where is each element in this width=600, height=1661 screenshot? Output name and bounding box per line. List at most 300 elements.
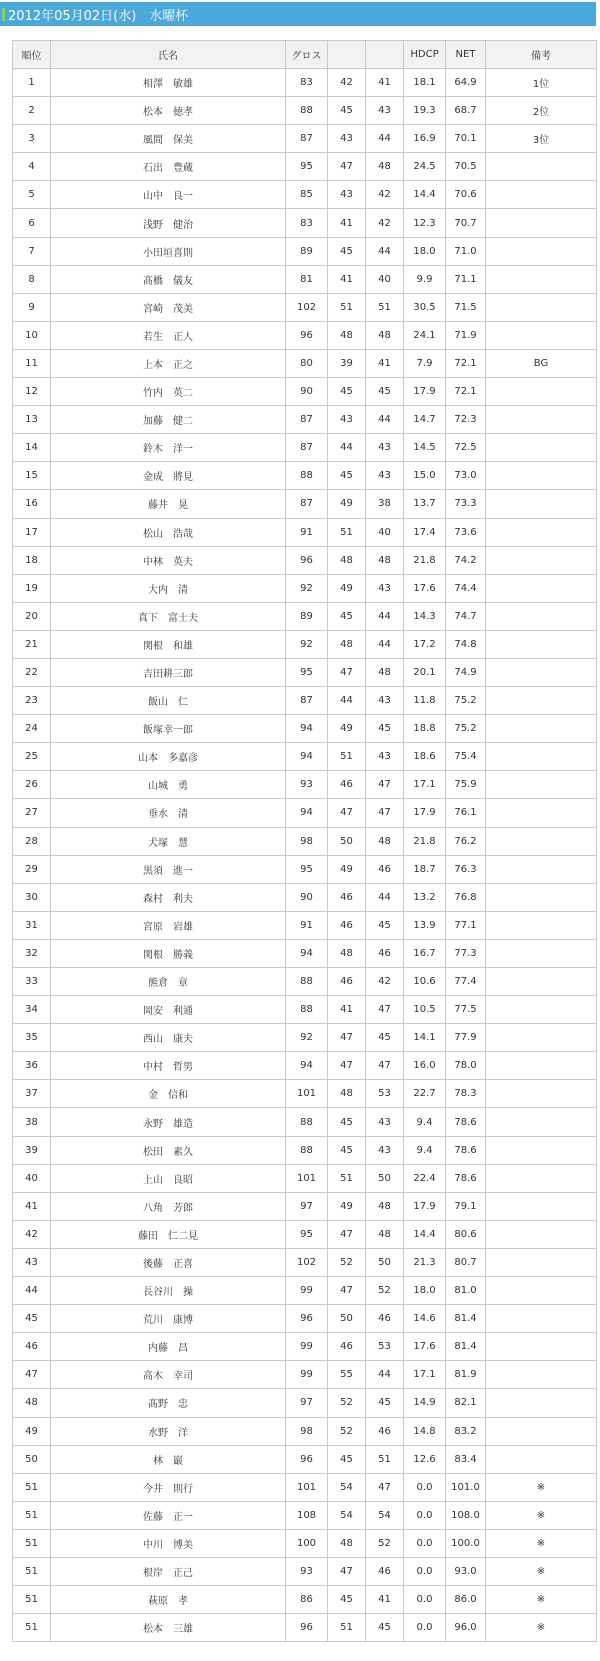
- remarks-cell: 1位: [486, 69, 597, 97]
- net-cell: 71.5: [446, 293, 486, 321]
- table-row: [13, 1305, 597, 1333]
- in-cell: 47: [366, 996, 404, 1024]
- net-cell: 75.4: [446, 743, 486, 771]
- rank-cell: 43: [13, 1248, 51, 1276]
- hdcp-cell: 0.0: [404, 1557, 446, 1585]
- name-cell: 宮崎 茂美: [51, 293, 286, 321]
- gross-cell: 95: [286, 855, 328, 883]
- net-cell: 72.1: [446, 378, 486, 406]
- remarks-cell: [486, 462, 597, 490]
- gross-cell: 96: [286, 546, 328, 574]
- net-cell: 74.7: [446, 602, 486, 630]
- net-cell: 75.2: [446, 687, 486, 715]
- in-cell: 43: [366, 462, 404, 490]
- table-row: [13, 434, 597, 462]
- remarks-cell: [486, 1361, 597, 1389]
- remarks-cell: ※: [486, 1473, 597, 1501]
- name-cell: 熊倉 章: [51, 968, 286, 996]
- in-cell: 47: [366, 799, 404, 827]
- hdcp-cell: 30.5: [404, 293, 446, 321]
- out-cell: 46: [328, 911, 366, 939]
- out-cell: 41: [328, 209, 366, 237]
- hdcp-cell: 17.6: [404, 574, 446, 602]
- table-row: [13, 1417, 597, 1445]
- gross-cell: 87: [286, 434, 328, 462]
- hdcp-cell: 12.3: [404, 209, 446, 237]
- gross-cell: 88: [286, 968, 328, 996]
- hdcp-cell: 17.1: [404, 771, 446, 799]
- hdcp-cell: 7.9: [404, 349, 446, 377]
- out-cell: 51: [328, 1164, 366, 1192]
- out-cell: 48: [328, 546, 366, 574]
- header-rank: 順位: [13, 41, 51, 69]
- gross-cell: 99: [286, 1333, 328, 1361]
- name-cell: 関根 勝義: [51, 939, 286, 967]
- rank-cell: 14: [13, 434, 51, 462]
- out-cell: 49: [328, 855, 366, 883]
- remarks-cell: [486, 209, 597, 237]
- table-row: [13, 97, 597, 125]
- out-cell: 43: [328, 406, 366, 434]
- in-cell: 53: [366, 1333, 404, 1361]
- hdcp-cell: 18.0: [404, 237, 446, 265]
- in-cell: 45: [366, 715, 404, 743]
- net-cell: 64.9: [446, 69, 486, 97]
- in-cell: 46: [366, 939, 404, 967]
- table-row: [13, 1614, 597, 1642]
- table-row: [13, 406, 597, 434]
- rank-cell: 51: [13, 1529, 51, 1557]
- net-cell: 73.0: [446, 462, 486, 490]
- hdcp-cell: 13.2: [404, 883, 446, 911]
- out-cell: 45: [328, 602, 366, 630]
- in-cell: 47: [366, 1052, 404, 1080]
- out-cell: 48: [328, 1080, 366, 1108]
- remarks-cell: [486, 1080, 597, 1108]
- net-cell: 81.4: [446, 1305, 486, 1333]
- remarks-cell: [486, 939, 597, 967]
- hdcp-cell: 17.1: [404, 1361, 446, 1389]
- net-cell: 75.2: [446, 715, 486, 743]
- hdcp-cell: 24.1: [404, 321, 446, 349]
- hdcp-cell: 14.6: [404, 1305, 446, 1333]
- net-cell: 74.8: [446, 630, 486, 658]
- gross-cell: 93: [286, 771, 328, 799]
- out-cell: 45: [328, 97, 366, 125]
- table-row: [13, 1164, 597, 1192]
- remarks-cell: [486, 293, 597, 321]
- net-cell: 72.1: [446, 349, 486, 377]
- table-row: [13, 968, 597, 996]
- table-row: [13, 630, 597, 658]
- table-row: [13, 1192, 597, 1220]
- name-cell: 飯塚幸一郎: [51, 715, 286, 743]
- remarks-cell: ※: [486, 1586, 597, 1614]
- net-cell: 70.6: [446, 181, 486, 209]
- out-cell: 46: [328, 883, 366, 911]
- remarks-cell: [486, 1417, 597, 1445]
- remarks-cell: [486, 658, 597, 686]
- name-cell: 垂水 清: [51, 799, 286, 827]
- gross-cell: 100: [286, 1529, 328, 1557]
- remarks-cell: [486, 827, 597, 855]
- name-cell: 森村 利夫: [51, 883, 286, 911]
- in-cell: 44: [366, 602, 404, 630]
- table-row: [13, 462, 597, 490]
- rank-cell: 3: [13, 125, 51, 153]
- rank-cell: 15: [13, 462, 51, 490]
- hdcp-cell: 17.2: [404, 630, 446, 658]
- table-row: [13, 574, 597, 602]
- gross-cell: 87: [286, 687, 328, 715]
- out-cell: 45: [328, 1108, 366, 1136]
- rank-cell: 34: [13, 996, 51, 1024]
- remarks-cell: [486, 1305, 597, 1333]
- remarks-cell: [486, 743, 597, 771]
- out-cell: 45: [328, 1136, 366, 1164]
- out-cell: 43: [328, 125, 366, 153]
- net-cell: 71.0: [446, 237, 486, 265]
- in-cell: 44: [366, 237, 404, 265]
- rank-cell: 24: [13, 715, 51, 743]
- remarks-cell: 2位: [486, 97, 597, 125]
- gross-cell: 101: [286, 1164, 328, 1192]
- out-cell: 47: [328, 799, 366, 827]
- net-cell: 80.7: [446, 1248, 486, 1276]
- remarks-cell: [486, 855, 597, 883]
- hdcp-cell: 21.8: [404, 546, 446, 574]
- table-row: [13, 1333, 597, 1361]
- gross-cell: 90: [286, 378, 328, 406]
- name-cell: 八角 芳郎: [51, 1192, 286, 1220]
- in-cell: 50: [366, 1164, 404, 1192]
- rank-cell: 21: [13, 630, 51, 658]
- in-cell: 46: [366, 1417, 404, 1445]
- out-cell: 45: [328, 1445, 366, 1473]
- in-cell: 45: [366, 1389, 404, 1417]
- remarks-cell: [486, 1136, 597, 1164]
- remarks-cell: [486, 378, 597, 406]
- remarks-cell: [486, 1248, 597, 1276]
- rank-cell: 49: [13, 1417, 51, 1445]
- table-row: [13, 1473, 597, 1501]
- out-cell: 47: [328, 658, 366, 686]
- gross-cell: 88: [286, 996, 328, 1024]
- name-cell: 犬塚 慧: [51, 827, 286, 855]
- name-cell: 大内 清: [51, 574, 286, 602]
- rank-cell: 39: [13, 1136, 51, 1164]
- hdcp-cell: 14.4: [404, 181, 446, 209]
- rank-cell: 12: [13, 378, 51, 406]
- rank-cell: 33: [13, 968, 51, 996]
- net-cell: 93.0: [446, 1557, 486, 1585]
- remarks-cell: [486, 153, 597, 181]
- name-cell: 永野 雄造: [51, 1108, 286, 1136]
- out-cell: 47: [328, 1277, 366, 1305]
- name-cell: 関根 和雄: [51, 630, 286, 658]
- remarks-cell: [486, 1192, 597, 1220]
- hdcp-cell: 9.4: [404, 1108, 446, 1136]
- net-cell: 70.7: [446, 209, 486, 237]
- in-cell: 45: [366, 378, 404, 406]
- hdcp-cell: 18.6: [404, 743, 446, 771]
- hdcp-cell: 22.4: [404, 1164, 446, 1192]
- out-cell: 52: [328, 1417, 366, 1445]
- rank-cell: 40: [13, 1164, 51, 1192]
- table-row: [13, 715, 597, 743]
- net-cell: 77.3: [446, 939, 486, 967]
- rank-cell: 8: [13, 265, 51, 293]
- in-cell: 52: [366, 1277, 404, 1305]
- rank-cell: 30: [13, 883, 51, 911]
- table-row: [13, 602, 597, 630]
- out-cell: 50: [328, 827, 366, 855]
- hdcp-cell: 14.4: [404, 1220, 446, 1248]
- hdcp-cell: 20.1: [404, 658, 446, 686]
- hdcp-cell: 0.0: [404, 1586, 446, 1614]
- name-cell: 髙橋 儀友: [51, 265, 286, 293]
- in-cell: 46: [366, 855, 404, 883]
- out-cell: 48: [328, 1529, 366, 1557]
- remarks-cell: [486, 1024, 597, 1052]
- out-cell: 54: [328, 1473, 366, 1501]
- name-cell: 西山 康夫: [51, 1024, 286, 1052]
- hdcp-cell: 17.6: [404, 1333, 446, 1361]
- table-row: [13, 69, 597, 97]
- in-cell: 51: [366, 293, 404, 321]
- remarks-cell: [486, 1277, 597, 1305]
- gross-cell: 96: [286, 1614, 328, 1642]
- hdcp-cell: 17.9: [404, 1192, 446, 1220]
- rank-cell: 20: [13, 602, 51, 630]
- gross-cell: 92: [286, 630, 328, 658]
- remarks-cell: [486, 181, 597, 209]
- page-title: 2012年05月02日(水) 水曜杯: [8, 8, 189, 24]
- rank-cell: 9: [13, 293, 51, 321]
- title-marker: [2, 8, 5, 21]
- name-cell: 浅野 健治: [51, 209, 286, 237]
- hdcp-cell: 17.4: [404, 518, 446, 546]
- in-cell: 48: [366, 1220, 404, 1248]
- remarks-cell: ※: [486, 1614, 597, 1642]
- remarks-cell: ※: [486, 1557, 597, 1585]
- in-cell: 46: [366, 1557, 404, 1585]
- remarks-cell: [486, 434, 597, 462]
- net-cell: 73.3: [446, 490, 486, 518]
- table-row: [13, 1220, 597, 1248]
- in-cell: 48: [366, 827, 404, 855]
- name-cell: 山中 良一: [51, 181, 286, 209]
- gross-cell: 101: [286, 1080, 328, 1108]
- net-cell: 76.8: [446, 883, 486, 911]
- header-hdcp: HDCP: [404, 41, 446, 69]
- rank-cell: 17: [13, 518, 51, 546]
- out-cell: 47: [328, 1052, 366, 1080]
- in-cell: 47: [366, 771, 404, 799]
- remarks-cell: [486, 602, 597, 630]
- name-cell: 相澤 敏雄: [51, 69, 286, 97]
- rank-cell: 26: [13, 771, 51, 799]
- rank-cell: 10: [13, 321, 51, 349]
- table-row: [13, 1389, 597, 1417]
- net-cell: 68.7: [446, 97, 486, 125]
- hdcp-cell: 17.9: [404, 378, 446, 406]
- rank-cell: 25: [13, 743, 51, 771]
- hdcp-cell: 15.0: [404, 462, 446, 490]
- gross-cell: 88: [286, 1136, 328, 1164]
- table-row: [13, 237, 597, 265]
- hdcp-cell: 16.7: [404, 939, 446, 967]
- name-cell: 飯山 仁: [51, 687, 286, 715]
- table-row: [13, 546, 597, 574]
- table-row: [13, 1248, 597, 1276]
- table-row: [13, 827, 597, 855]
- out-cell: 48: [328, 939, 366, 967]
- remarks-cell: [486, 490, 597, 518]
- in-cell: 41: [366, 349, 404, 377]
- rank-cell: 16: [13, 490, 51, 518]
- name-cell: 金 信和: [51, 1080, 286, 1108]
- in-cell: 43: [366, 434, 404, 462]
- remarks-cell: [486, 911, 597, 939]
- out-cell: 45: [328, 462, 366, 490]
- table-row: [13, 153, 597, 181]
- name-cell: 藤井 晃: [51, 490, 286, 518]
- in-cell: 43: [366, 1136, 404, 1164]
- gross-cell: 80: [286, 349, 328, 377]
- name-cell: 林 巌: [51, 1445, 286, 1473]
- net-cell: 71.1: [446, 265, 486, 293]
- net-cell: 74.2: [446, 546, 486, 574]
- out-cell: 52: [328, 1248, 366, 1276]
- hdcp-cell: 10.5: [404, 996, 446, 1024]
- table-row: [13, 855, 597, 883]
- gross-cell: 91: [286, 518, 328, 546]
- in-cell: 42: [366, 209, 404, 237]
- rank-cell: 42: [13, 1220, 51, 1248]
- gross-cell: 88: [286, 462, 328, 490]
- rank-cell: 44: [13, 1277, 51, 1305]
- out-cell: 52: [328, 1389, 366, 1417]
- name-cell: 根岸 正己: [51, 1557, 286, 1585]
- rank-cell: 51: [13, 1557, 51, 1585]
- remarks-cell: [486, 321, 597, 349]
- gross-cell: 94: [286, 715, 328, 743]
- out-cell: 44: [328, 687, 366, 715]
- table-row: [13, 911, 597, 939]
- name-cell: 鈴木 洋一: [51, 434, 286, 462]
- gross-cell: 97: [286, 1192, 328, 1220]
- remarks-cell: [486, 1445, 597, 1473]
- gross-cell: 102: [286, 293, 328, 321]
- table-row: [13, 1080, 597, 1108]
- rank-cell: 32: [13, 939, 51, 967]
- in-cell: 50: [366, 1248, 404, 1276]
- in-cell: 43: [366, 1108, 404, 1136]
- hdcp-cell: 18.8: [404, 715, 446, 743]
- table-row: [13, 771, 597, 799]
- gross-cell: 94: [286, 799, 328, 827]
- in-cell: 40: [366, 518, 404, 546]
- gross-cell: 95: [286, 658, 328, 686]
- out-cell: 48: [328, 321, 366, 349]
- in-cell: 44: [366, 406, 404, 434]
- table-row: [13, 1136, 597, 1164]
- remarks-cell: [486, 1164, 597, 1192]
- out-cell: 51: [328, 1614, 366, 1642]
- in-cell: 45: [366, 911, 404, 939]
- net-cell: 70.5: [446, 153, 486, 181]
- name-cell: 長谷川 操: [51, 1277, 286, 1305]
- gross-cell: 87: [286, 490, 328, 518]
- hdcp-cell: 17.9: [404, 799, 446, 827]
- net-cell: 96.0: [446, 1614, 486, 1642]
- net-cell: 77.1: [446, 911, 486, 939]
- gross-cell: 108: [286, 1501, 328, 1529]
- in-cell: 44: [366, 630, 404, 658]
- header-net: NET: [446, 41, 486, 69]
- table-row: [13, 883, 597, 911]
- remarks-cell: [486, 265, 597, 293]
- name-cell: 竹内 英二: [51, 378, 286, 406]
- rank-cell: 23: [13, 687, 51, 715]
- name-cell: 上山 良昭: [51, 1164, 286, 1192]
- hdcp-cell: 10.6: [404, 968, 446, 996]
- net-cell: 108.0: [446, 1501, 486, 1529]
- out-cell: 41: [328, 996, 366, 1024]
- net-cell: 76.1: [446, 799, 486, 827]
- hdcp-cell: 18.7: [404, 855, 446, 883]
- table-row: [13, 996, 597, 1024]
- table-row: [13, 687, 597, 715]
- gross-cell: 83: [286, 209, 328, 237]
- remarks-cell: BG: [486, 349, 597, 377]
- rank-cell: 27: [13, 799, 51, 827]
- gross-cell: 93: [286, 1557, 328, 1585]
- rank-cell: 6: [13, 209, 51, 237]
- out-cell: 47: [328, 153, 366, 181]
- out-cell: 49: [328, 715, 366, 743]
- hdcp-cell: 21.8: [404, 827, 446, 855]
- in-cell: 45: [366, 1024, 404, 1052]
- header-out: [328, 41, 366, 69]
- rank-cell: 11: [13, 349, 51, 377]
- table-row: [13, 181, 597, 209]
- name-cell: 山本 多嘉彦: [51, 743, 286, 771]
- gross-cell: 94: [286, 743, 328, 771]
- in-cell: 46: [366, 1305, 404, 1333]
- in-cell: 54: [366, 1501, 404, 1529]
- name-cell: 後藤 正喜: [51, 1248, 286, 1276]
- name-cell: 岡安 利通: [51, 996, 286, 1024]
- hdcp-cell: 14.1: [404, 1024, 446, 1052]
- in-cell: 51: [366, 1445, 404, 1473]
- gross-cell: 85: [286, 181, 328, 209]
- out-cell: 51: [328, 518, 366, 546]
- rank-cell: 35: [13, 1024, 51, 1052]
- hdcp-cell: 16.9: [404, 125, 446, 153]
- hdcp-cell: 18.0: [404, 1277, 446, 1305]
- name-cell: 若生 正人: [51, 321, 286, 349]
- header-name: 氏名: [51, 41, 286, 69]
- gross-cell: 96: [286, 1305, 328, 1333]
- page-title-bar: [0, 2, 596, 26]
- rank-cell: 48: [13, 1389, 51, 1417]
- gross-cell: 87: [286, 125, 328, 153]
- net-cell: 76.3: [446, 855, 486, 883]
- net-cell: 100.0: [446, 1529, 486, 1557]
- hdcp-cell: 22.7: [404, 1080, 446, 1108]
